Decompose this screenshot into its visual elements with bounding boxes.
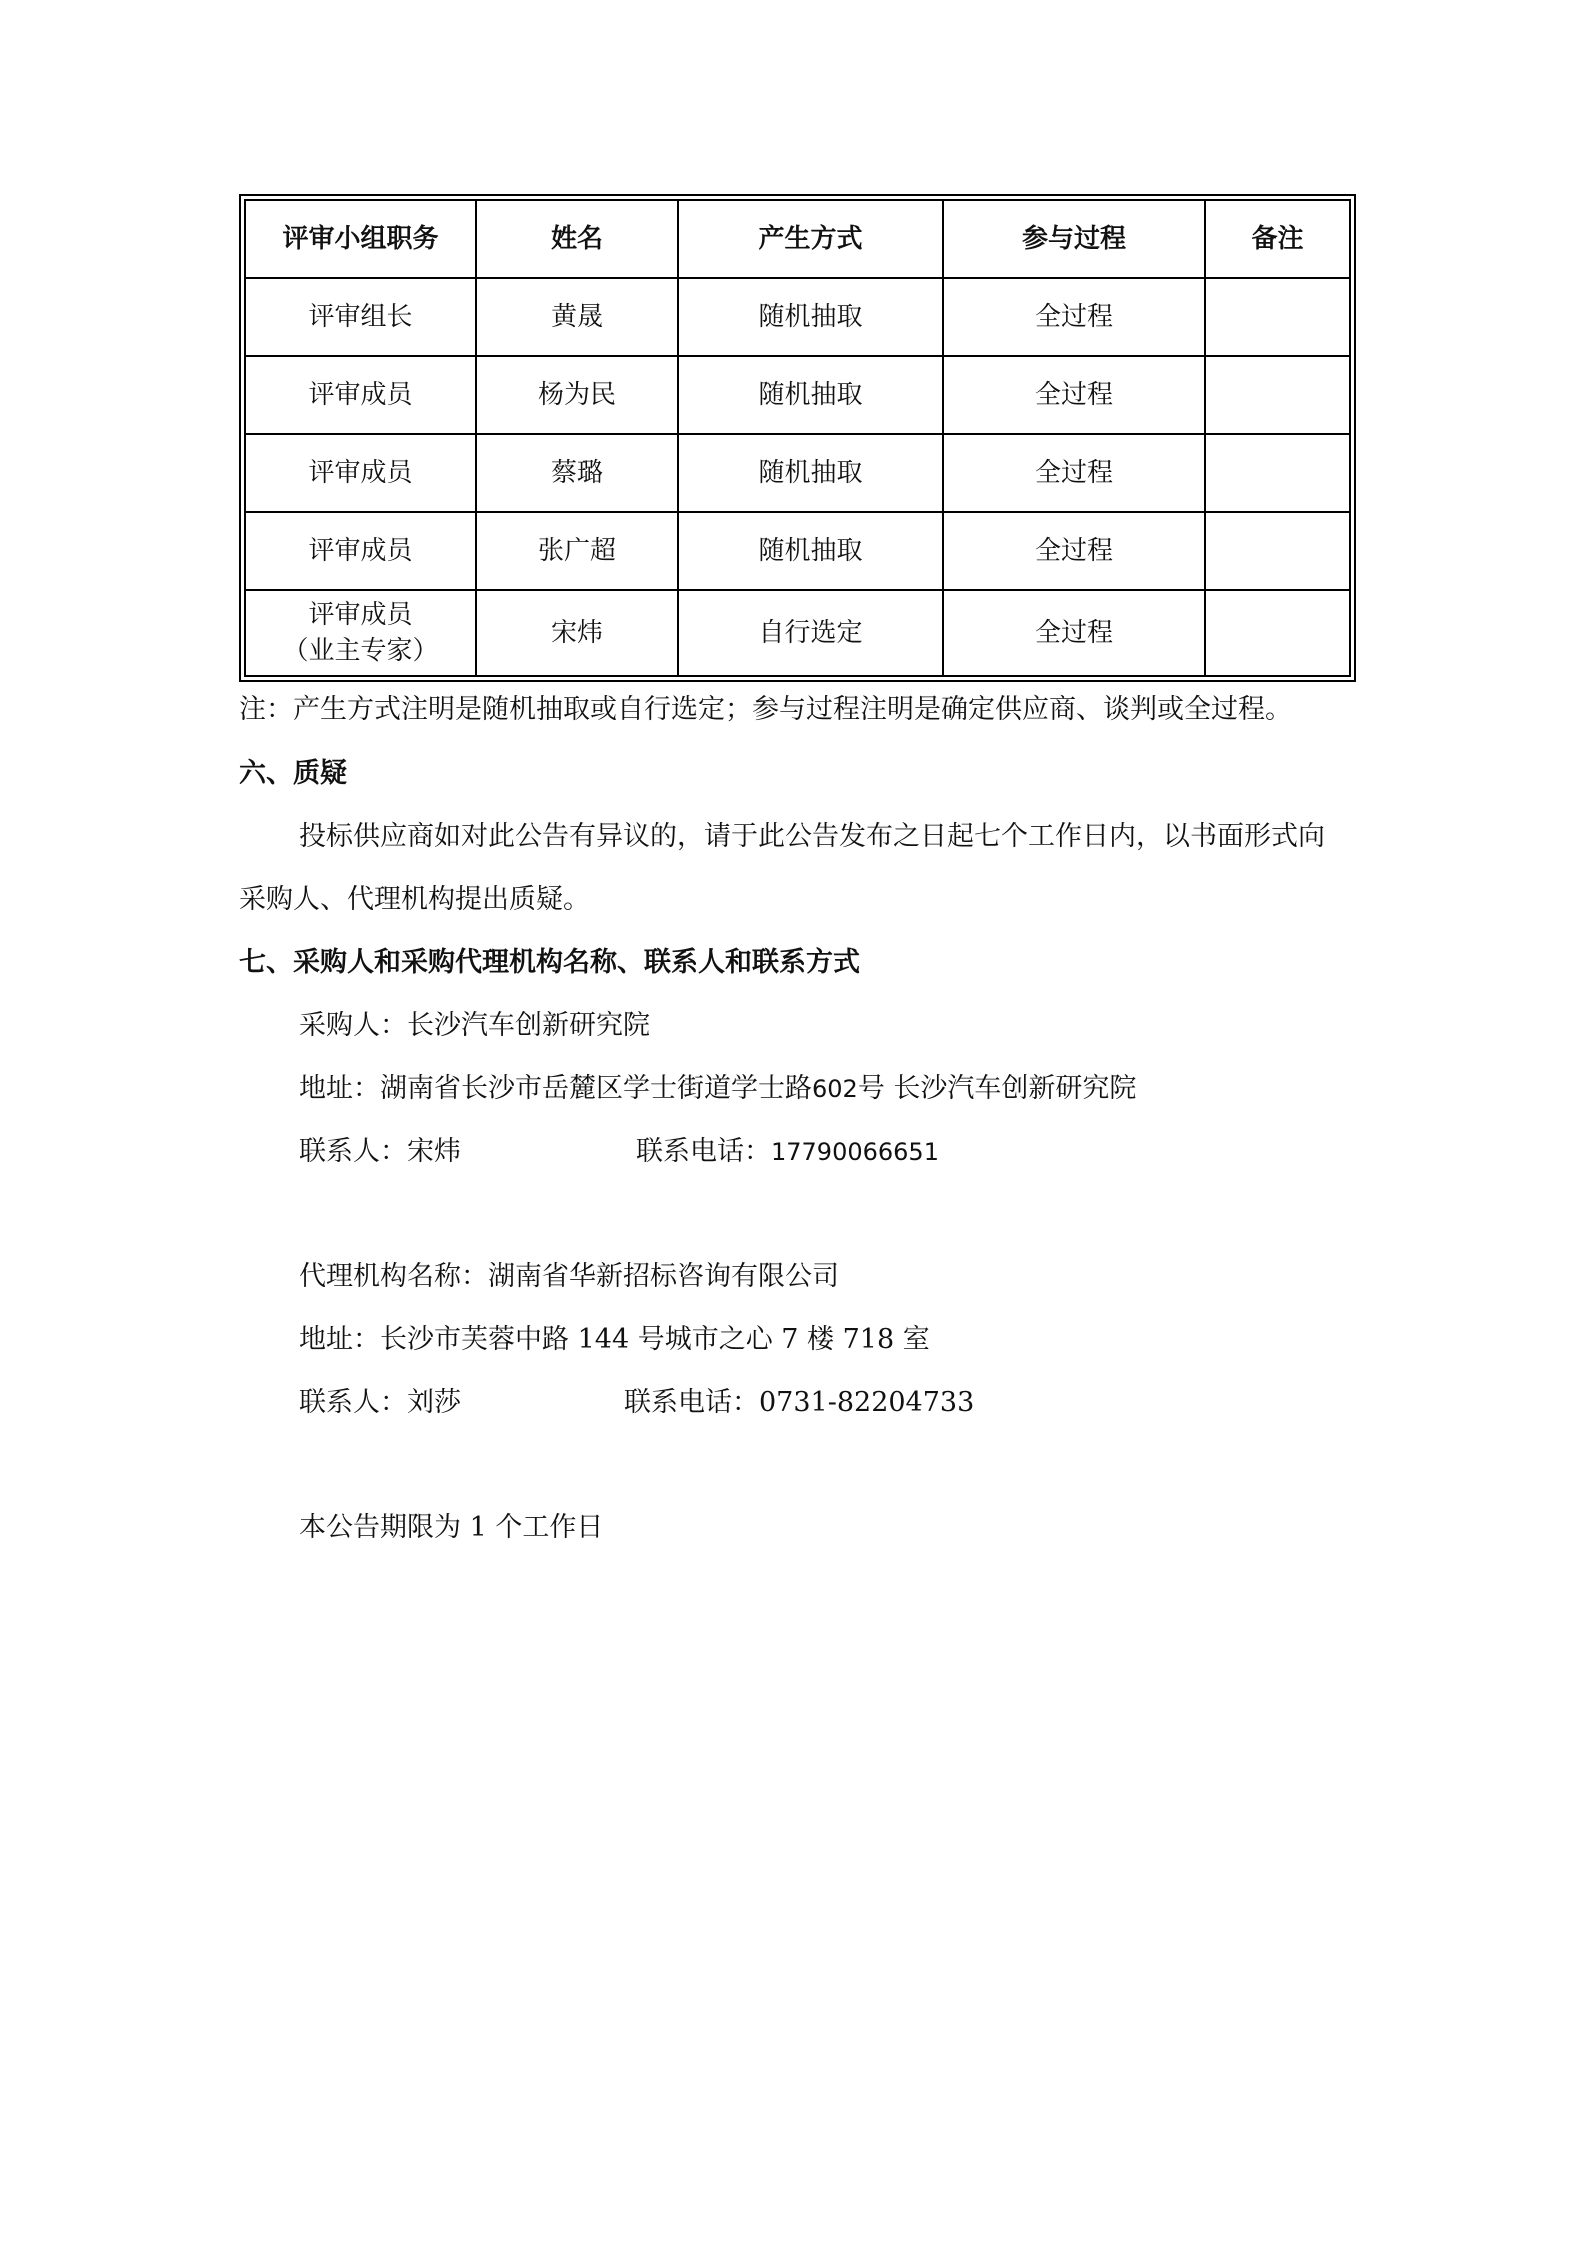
cell-method: 随机抽取	[678, 434, 943, 512]
cell-name: 蔡璐	[476, 434, 678, 512]
cell-note	[1205, 434, 1350, 512]
table-row	[245, 590, 1350, 676]
cell-role	[245, 590, 476, 676]
cell-note	[1205, 590, 1350, 676]
cell-method: 随机抽取	[678, 278, 943, 356]
cell-note	[1205, 356, 1350, 434]
cell-method: 随机抽取	[678, 356, 943, 434]
table-row	[245, 278, 1350, 356]
purchaser-phone-label: 联系电话：	[636, 1136, 771, 1167]
agency-phone: 联系电话：0731-82204733	[624, 1387, 975, 1418]
purchaser-address-number: 602	[812, 1075, 858, 1103]
review-panel-table-frame	[239, 194, 1356, 682]
table-row	[245, 356, 1350, 434]
table-row	[245, 512, 1350, 590]
section6-heading: 六、质疑	[239, 758, 347, 789]
header-role: 评审小组职务	[245, 200, 476, 278]
cell-role: 评审成员	[245, 356, 476, 434]
cell-method: 随机抽取	[678, 512, 943, 590]
cell-process: 全过程	[943, 512, 1205, 590]
purchaser-phone	[636, 1132, 939, 1172]
cell-process: 全过程	[943, 278, 1205, 356]
cell-process: 全过程	[943, 434, 1205, 512]
review-panel-table	[244, 199, 1351, 677]
header-name: 姓名	[476, 200, 678, 278]
purchaser-phone-number: 17790066651	[771, 1138, 939, 1166]
purchaser-address	[299, 1069, 1136, 1109]
header-method: 产生方式	[678, 200, 943, 278]
purchaser-address-prefix: 地址：湖南省长沙市岳麓区学士街道学士路	[299, 1073, 812, 1104]
agency-address: 地址：长沙市芙蓉中路 144 号城市之心 7 楼 718 室	[299, 1324, 930, 1355]
notice-period: 本公告期限为 1 个工作日	[299, 1512, 604, 1543]
cell-role-line2: （业主专家）	[282, 636, 439, 666]
section7-heading: 七、采购人和采购代理机构名称、联系人和联系方式	[239, 947, 860, 978]
table-note: 注：产生方式注明是随机抽取或自行选定；参与过程注明是确定供应商、谈判或全过程。	[239, 694, 1292, 725]
section6-paragraph-line2: 采购人、代理机构提出质疑。	[239, 884, 590, 915]
cell-process: 全过程	[943, 356, 1205, 434]
agency-contact: 联系人：刘莎	[299, 1387, 461, 1418]
purchaser-address-suffix: 号 长沙汽车创新研究院	[857, 1073, 1137, 1104]
cell-name: 张广超	[476, 512, 678, 590]
table-header-row	[245, 200, 1350, 278]
agency-name: 代理机构名称：湖南省华新招标咨询有限公司	[299, 1261, 839, 1292]
cell-process: 全过程	[943, 590, 1205, 676]
cell-name: 杨为民	[476, 356, 678, 434]
cell-method: 自行选定	[678, 590, 943, 676]
table-row	[245, 434, 1350, 512]
section6-paragraph-line1: 投标供应商如对此公告有异议的，请于此公告发布之日起七个工作日内，以书面形式向	[299, 821, 1325, 852]
cell-note	[1205, 512, 1350, 590]
header-process: 参与过程	[943, 200, 1205, 278]
cell-role: 评审成员	[245, 512, 476, 590]
cell-role: 评审组长	[245, 278, 476, 356]
cell-name: 宋炜	[476, 590, 678, 676]
cell-role-line1: 评审成员	[308, 600, 413, 630]
cell-note	[1205, 278, 1350, 356]
header-note: 备注	[1205, 200, 1350, 278]
cell-role: 评审成员	[245, 434, 476, 512]
purchaser-contact: 联系人：宋炜	[299, 1136, 461, 1167]
cell-name: 黄晟	[476, 278, 678, 356]
purchaser-name: 采购人：长沙汽车创新研究院	[299, 1010, 650, 1041]
